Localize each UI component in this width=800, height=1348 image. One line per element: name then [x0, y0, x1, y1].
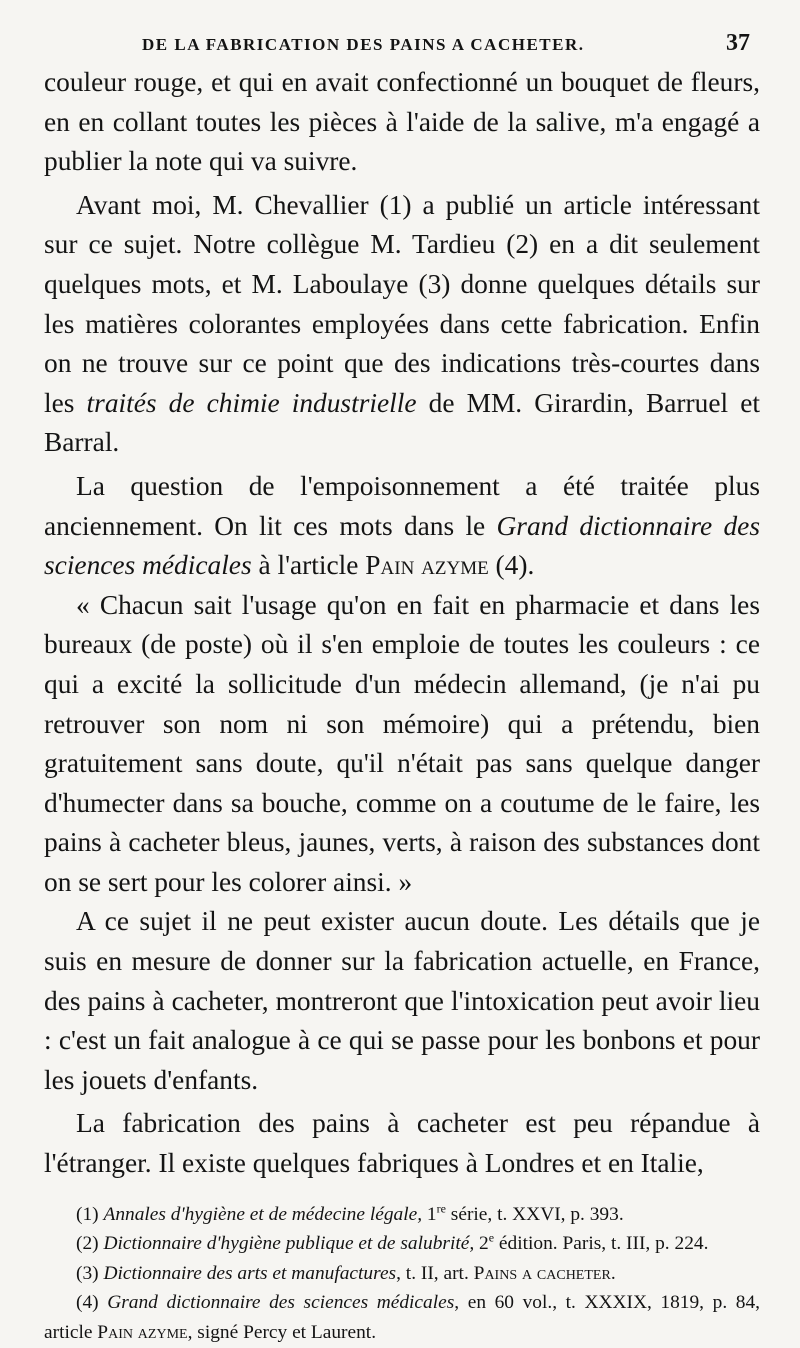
- running-title: DE LA FABRICATION DES PAINS A CACHETER.: [142, 35, 585, 54]
- body-text: [44, 63, 760, 1184]
- paragraph: Avant moi, M. Chevallier (1) a publié un article intéressant sur ce sujet. Notre collègue M. Tardieu (2) en a dit seulement quelques mots, et M. Laboulaye (3) donne quelques détails sur les matières colorantes employées dans cette fabrication. Enfin on ne trouve sur ce point que des indications très-courtes dans les traités de chimie industrielle de MM. Girardin, Barruel et Barral.: [44, 189, 761, 458]
- paragraph: La question de l'empoisonnement a été traitée plus anciennement. On lit ces mots dans le Grand dictionnaire des sciences médicales à l'article Pain azyme (4).: [44, 470, 760, 581]
- running-header: [44, 30, 760, 57]
- page-number: 37: [726, 30, 750, 56]
- paragraph-quotation: « Chacun sait l'usage qu'on en fait en pharmacie et dans les bureaux (de poste) où il s'en emploie de toutes les couleurs : ce qui a excité la sollicitude d'un médecin allemand, (je n'ai pu retrouver son nom ni son mémoire) qui a prétendu, bien gratuitement sans doute, qu'il n'était pas sans quelque danger d'humecter dans sa bouche, comme on a coutume de le faire, les pains à cacheter bleus, jaunes, verts, à raison des substances dont on se sert pour les colorer ainsi. »: [44, 589, 760, 897]
- footnote: (4) Grand dictionnaire des sciences médicales, en 60 vol., t. XXXIX, 1819, p. 84, article Pain azyme, signé Percy et Laurent.: [44, 1292, 760, 1343]
- footnote: (3) Dictionnaire des arts et manufactures, t. II, art. Pains a cacheter.: [76, 1262, 616, 1284]
- paragraph-continuation: couleur rouge, et qui en avait confectionné un bouquet de fleurs, en en collant toutes les pièces à l'aide de la salive, m'a engagé a publier la note qui va suivre.: [44, 67, 760, 177]
- paragraph: A ce sujet il ne peut exister aucun doute. Les détails que je suis en mesure de donner sur la fabrication actuelle, en France, des pains à cacheter, montreront que l'intoxication peut avoir lieu : c'est un fait analogue à ce qui se passe pour les bonbons et pour les jouets d'enfants.: [44, 906, 760, 1095]
- footnote: (2) Dictionnaire d'hygiène publique et de salubrité, 2e édition. Paris, t. III, p. 224.: [76, 1230, 709, 1255]
- footnotes: [44, 1200, 760, 1348]
- footnote: (1) Annales d'hygiène et de médecine légale, 1re série, t. XXVI, p. 393.: [76, 1201, 624, 1225]
- paragraph: La fabrication des pains à cacheter est peu répandue à l'étranger. Il existe quelques fabriques à Londres et en Italie,: [44, 1108, 760, 1179]
